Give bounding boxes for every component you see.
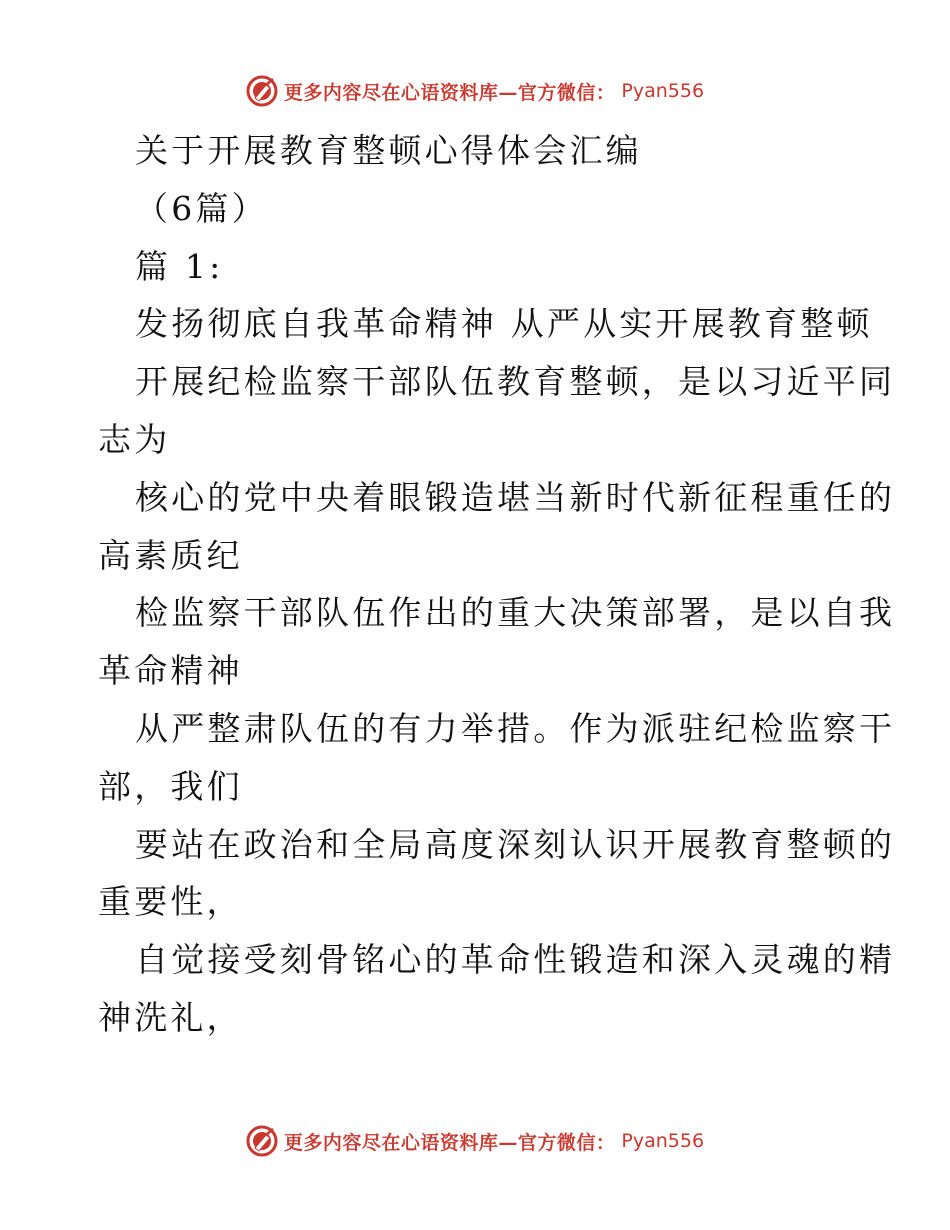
watermark-text: 更多内容尽在心语资料库—官方微信： (283, 81, 616, 104)
watermark-wechat-id: Pyan556 (621, 1130, 705, 1152)
paragraph-line: 部，我们 (98, 766, 243, 806)
header-watermark (0, 71, 950, 111)
section-label: 篇 1: (135, 246, 224, 286)
paragraph-line: 自觉接受刻骨铭心的革命性锻造和深入灵魂的精 (135, 940, 896, 980)
paragraph-line: 志为 (98, 419, 171, 459)
document-body (98, 122, 896, 1047)
paragraph-line: 重要性， (98, 882, 243, 922)
document-count: （6篇） (135, 188, 268, 228)
pen-logo-icon (246, 1125, 278, 1157)
paragraph-line: 高素质纪 (98, 535, 243, 575)
watermark-text: 更多内容尽在心语资料库—官方微信： (283, 1131, 616, 1154)
paragraph-line: 开展纪检监察干部队伍教育整顿，是以习近平同 (135, 362, 896, 402)
section-heading: 发扬彻底自我革命精神 从严从实开展教育整顿 (135, 304, 873, 344)
paragraph-line: 从严整肃队伍的有力举措。作为派驻纪检监察干 (135, 708, 896, 748)
paragraph-line: 神洗礼， (98, 997, 243, 1037)
paragraph-line: 检监察干部队伍作出的重大决策部署，是以自我 (135, 593, 896, 633)
watermark-wechat-id: Pyan556 (621, 80, 705, 102)
pen-logo-icon (246, 75, 278, 107)
paragraph-line: 要站在政治和全局高度深刻认识开展教育整顿的 (135, 824, 896, 864)
paragraph-line: 核心的党中央着眼锻造堪当新时代新征程重任的 (135, 477, 896, 517)
footer-watermark (0, 1121, 950, 1161)
document-title: 关于开展教育整顿心得体会汇编 (135, 131, 642, 170)
paragraph-line: 革命精神 (98, 651, 243, 691)
